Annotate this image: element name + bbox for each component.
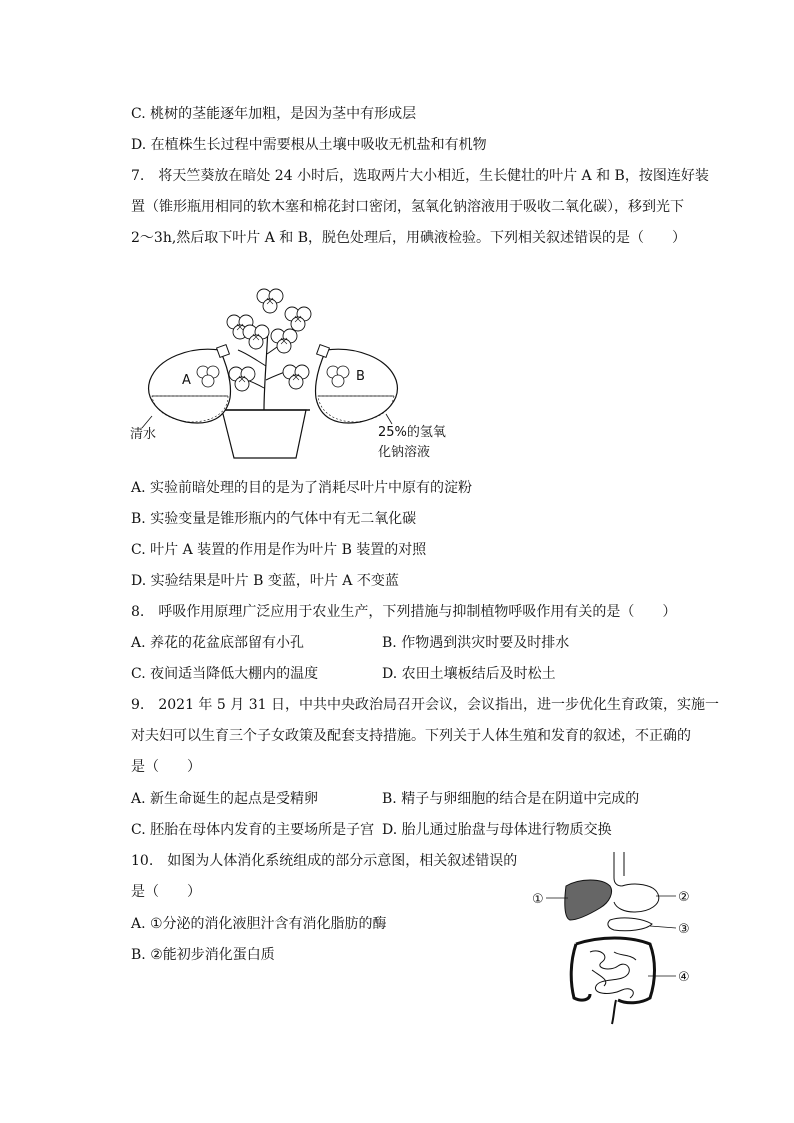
mark-1: ① [532,892,544,907]
flask-a-label: A [182,373,191,388]
q7-stem-line1: 7. 将天竺葵放在暗处 24 小时后，选取两片大小相近，生长健壮的叶片 A 和 B，按图连好装 [131,168,709,184]
q8-option-a: A. 养花的花盆底部留有小孔 [131,635,305,651]
small-intestine [590,951,633,998]
q8-option-d: D. 农田土壤板结后及时松土 [382,666,556,682]
water-label: 清水 [130,427,157,442]
digestive-system-figure [530,852,700,1027]
esophagus [614,852,624,886]
q7-stem-line2: 置（锥形瓶用相同的软木塞和棉花封口密闭，氢氧化钠溶液用于吸收二氧化碳），移到光下 [131,199,684,215]
q9-option-d: D. 胎儿通过胎盘与母体进行物质交换 [382,822,612,838]
q9-option-b: B. 精子与卵细胞的结合是在阴道中完成的 [382,791,640,807]
rectum [612,1000,616,1024]
plant-leaves [227,289,311,391]
pancreas [608,918,652,931]
q7-option-a: A. 实验前暗处理的目的是为了消耗尽叶片中原有的淀粉 [131,480,473,496]
q9-stem-line3: 是（ ） [131,759,201,775]
q7-option-c: C. 叶片 A 装置的作用是作为叶片 B 装置的对照 [131,542,427,558]
q8-option-c: C. 夜间适当降低大棚内的温度 [131,666,319,682]
liver [565,880,612,920]
q10-stem-line2: 是（ ） [131,884,201,900]
mark-3: ③ [678,922,690,937]
flask-b-label: B [356,369,365,384]
q9-option-a: A. 新生命诞生的起点是受精卵 [131,791,319,807]
naoh-label-line1: 25%的氢氧 [378,425,446,440]
mark-4: ④ [678,970,690,985]
naoh-label-line2: 化钠溶液 [378,445,431,460]
q7-option-b: B. 实验变量是锥形瓶内的气体中有无二氧化碳 [131,511,417,527]
q8-option-b: B. 作物遇到洪灾时要及时排水 [382,635,570,651]
q10-stem-line1: 10. 如图为人体消化系统组成的部分示意图，相关叙述错误的 [131,853,518,869]
q10-option-b: B. ②能初步消化蛋白质 [131,947,275,963]
q6-option-d: D. 在植株生长过程中需要根从土壤中吸收无机盐和有机物 [131,137,487,153]
q10-option-a: A. ①分泌的消化液胆汁含有消化脂肪的酶 [131,916,387,932]
plant-experiment-figure [130,288,470,468]
q8-stem: 8. 呼吸作用原理广泛应用于农业生产，下列措施与抑制植物呼吸作用有关的是（ ） [131,604,677,620]
stomach [614,884,659,912]
flask-b [315,349,397,423]
q7-stem-line3: 2～3h,然后取下叶片 A 和 B，脱色处理后，用碘液检验。下列相关叙述错误的是（ ） [131,230,687,246]
plant-stem [264,328,268,410]
q9-stem-line2: 对夫妇可以生育三个子女政策及配套支持措施。下列关于人体生殖和发育的叙述，不正确的 [131,728,691,744]
mark-2: ② [678,890,690,905]
q9-option-c: C. 胚胎在母体内发育的主要场所是子宫 [131,822,375,838]
q6-option-c: C. 桃树的茎能逐年加粗，是因为茎中有形成层 [131,106,417,122]
q7-option-d: D. 实验结果是叶片 B 变蓝，叶片 A 不变蓝 [131,573,399,589]
flower-pot [222,410,306,458]
q9-stem-line1: 9. 2021 年 5 月 31 日，中共中央政治局召开会议，会议指出，进一步优化生育政策，实施一 [131,697,719,713]
